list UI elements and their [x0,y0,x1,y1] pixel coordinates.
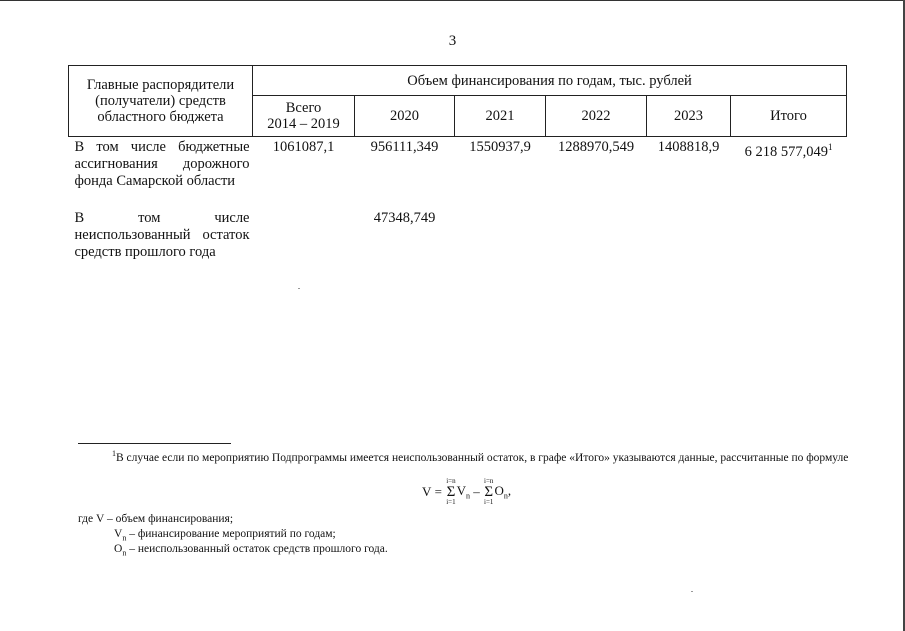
header-year-2020: 2020 [355,96,455,137]
formula-term-o [494,483,511,501]
cell-2022: 1288970,549 [557,139,635,155]
term-v-symbol: V [456,483,467,499]
cell-total [731,208,847,263]
cell-2022 [546,208,647,263]
sum-sign [484,478,493,506]
page-number: 3 [448,33,457,49]
formula-comma: , [507,483,512,499]
definition-on-symbol: O [114,543,123,555]
cell-2021 [455,208,546,263]
sigma-symbol: Σ [446,484,456,500]
cell-2021: 1550937,9 [469,139,531,155]
formula-equals: = [434,484,442,499]
definition-on-text: – неиспользованный остаток средств прошлого года. [126,543,388,555]
term-o-subscript: n [503,491,508,501]
scan-edge-top [0,0,905,1]
cell-total-value: 6 218 577,049 [744,143,828,160]
sum-upper-limit: i=n [446,477,456,485]
sum-sign [446,478,455,506]
cell-total [731,137,847,193]
cell-2023 [647,208,731,263]
sum-lower-limit: i=1 [484,498,494,506]
header-year-2023: 2023 [647,96,731,137]
sigma-symbol: Σ [484,484,494,500]
cell-2020: 956111,349 [370,139,439,155]
financing-table [68,65,847,263]
footnote-marker: 1 [112,449,116,458]
table-row [69,137,847,193]
cell-2020: 47348,749 [373,210,436,226]
row-label-road-fund: В том числе бюджетные ассигнования дорожного фонда Самарской области [74,139,250,189]
row-label-unused-balance: В том числе неиспользованный остаток средств прошлого года [74,210,250,260]
footnote-ref: 1 [827,142,833,152]
term-o-symbol: O [494,483,504,499]
table-row [69,208,847,263]
formula-term-v [457,483,470,501]
formula-minus: – [473,484,480,499]
definition-vn-symbol: V [114,528,123,540]
cell-total-2014-2019 [253,208,355,263]
definition-on-subscript: n [122,548,127,558]
sum-upper-limit: i=n [484,477,494,485]
header-financing-by-years: Объем финансирования по годам, тыс. рублей [253,66,847,96]
scan-speck [298,288,300,289]
term-v-subscript: n [466,491,471,501]
definition-v: где V – объем финансирования; [78,513,234,525]
formula-lhs: V [422,484,432,499]
sum-lower-limit: i=1 [446,498,456,506]
definition-vn-subscript: n [122,533,127,543]
cell-2023: 1408818,9 [657,139,720,155]
definition-vn [114,528,336,542]
header-total-2014-2019: Всего 2014 – 2019 [253,96,355,137]
definition-vn-text: – финансирование мероприятий по годам; [126,528,336,540]
header-year-2022: 2022 [546,96,647,137]
footnote-separator [78,443,231,444]
footnote-text: В случае если по мероприятию Подпрограммы имеется неиспользованный остаток, в графе «Итого» указываются данные, рассчитанные по формуле [116,451,849,464]
header-year-2021: 2021 [455,96,546,137]
formula [422,478,511,506]
scan-speck [691,591,693,592]
cell-total-2014-2019: 1061087,1 [272,139,335,155]
header-total: Итого [731,96,847,137]
footnote [112,449,848,464]
definition-on [114,543,388,557]
header-recipients: Главные распорядители (получатели) средств областного бюджета [69,66,253,137]
